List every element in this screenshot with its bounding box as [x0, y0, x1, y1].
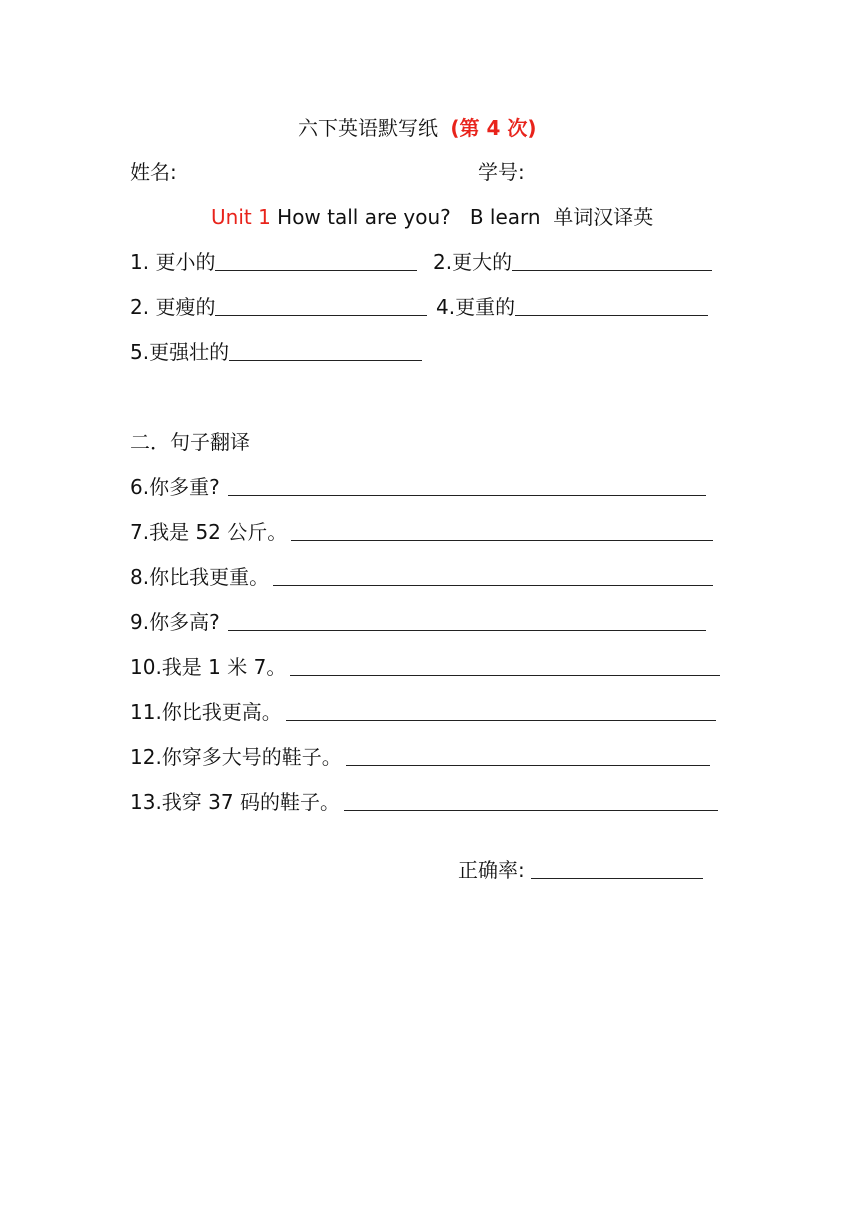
answer-blank[interactable] [229, 360, 422, 361]
name-label: 姓名: [130, 160, 177, 184]
sentence-item-13 [130, 789, 718, 815]
answer-blank[interactable] [290, 675, 720, 676]
answer-blank[interactable] [346, 765, 710, 766]
answer-blank[interactable] [215, 315, 427, 316]
sentence-item-12 [130, 744, 710, 770]
accuracy-label: 正确率: [458, 858, 525, 882]
sentence-item-label: 11.你比我更高。 [130, 700, 282, 724]
section1-title: How tall are you? B learn 单词汉译英 [277, 205, 654, 229]
word-item-label: 5.更强壮的 [130, 340, 230, 364]
answer-blank[interactable] [215, 270, 417, 271]
answer-blank[interactable] [286, 720, 716, 721]
answer-blank[interactable] [228, 495, 706, 496]
student-number-label: 学号: [478, 160, 525, 184]
sentence-item-label: 7.我是 52 公斤。 [130, 520, 288, 544]
sentence-item-11 [130, 699, 716, 725]
section1-heading [211, 204, 653, 230]
sentence-item-8 [130, 564, 713, 590]
answer-blank[interactable] [512, 270, 712, 271]
word-item-4 [436, 294, 708, 320]
sentence-item-label: 13.我穿 37 码的鞋子。 [130, 790, 340, 814]
answer-blank[interactable] [273, 585, 713, 586]
word-item-label: 2. 更瘦的 [130, 295, 216, 319]
title-edition: (第 4 次) [450, 116, 537, 140]
word-item-2 [433, 249, 712, 275]
accuracy-blank[interactable] [531, 878, 703, 879]
sentence-item-6 [130, 474, 706, 500]
sentence-item-label: 12.你穿多大号的鞋子。 [130, 745, 342, 769]
accuracy-row [458, 857, 703, 883]
word-item-label: 1. 更小的 [130, 250, 216, 274]
word-item-3 [130, 294, 427, 320]
word-item-5 [130, 339, 422, 365]
word-item-1 [130, 249, 417, 275]
sentence-item-label: 8.你比我更重。 [130, 565, 270, 589]
answer-blank[interactable] [291, 540, 713, 541]
sentence-item-label: 6.你多重? [130, 475, 220, 499]
word-item-label: 2.更大的 [433, 250, 513, 274]
sentence-item-label: 9.你多高? [130, 610, 220, 634]
section2-heading: 二．句子翻译 [130, 430, 250, 454]
sentence-item-9 [130, 609, 706, 635]
unit-label: Unit 1 [211, 205, 271, 229]
sentence-item-label: 10.我是 1 米 7。 [130, 655, 287, 679]
answer-blank[interactable] [344, 810, 718, 811]
worksheet-title [298, 115, 536, 141]
answer-blank[interactable] [228, 630, 706, 631]
answer-blank[interactable] [515, 315, 708, 316]
word-item-label: 4.更重的 [436, 295, 516, 319]
sentence-item-7 [130, 519, 713, 545]
title-text: 六下英语默写纸 [298, 116, 438, 140]
sentence-item-10 [130, 654, 720, 680]
